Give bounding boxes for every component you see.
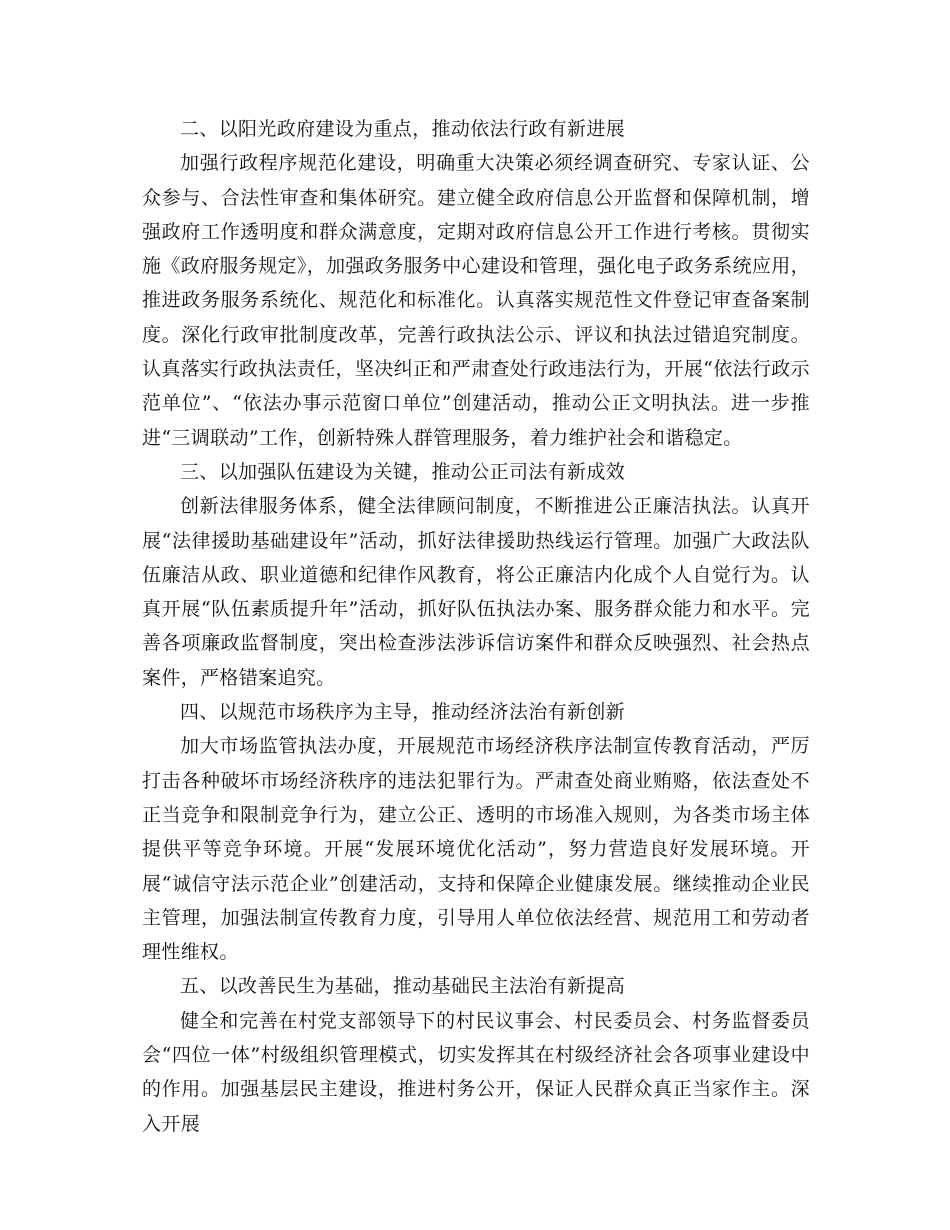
section-heading-2: 二、以阳光政府建设为重点，推动依法行政有新进展 <box>180 118 626 140</box>
section-paragraph-3: 创新法律服务体系，健全法律顾问制度，不断推进公正廉洁执法。认真开展“法律援助基础建设年”活动，抓好法律援助热线运行管理。加强广大政法队伍廉洁从政、职业道德和纪律作风教育，将公正廉洁内化成个人自觉行为。认真开展“队伍素质提升年”活动，抓好队伍执法办案、服务群众能力和水平。完善各项廉政监督制度，突出检查涉法涉诉信访案件和群众反映强烈、社会热点案件，严格错案追究。 <box>142 495 810 689</box>
section-paragraph-5: 健全和完善在村党支部领导下的村民议事会、村民委员会、村务监督委员会“四位一体”村级组织管理模式，切实发挥其在村级经济社会各项事业建设中的作用。加强基层民主建设，推进村务公开，保证人民群众真正当家作主。深入开展 <box>142 1009 810 1135</box>
section-heading-3: 三、以加强队伍建设为关键，推动公正司法有新成效 <box>180 460 626 483</box>
section-paragraph-4: 加大市场监管执法办度，开展规范市场经济秩序法制宣传教育活动，严厉打击各种破坏市场经济秩序的违法犯罪行为。严肃查处商业贿赂，依法查处不正当竞争和限制竞争行为，建立公正、透明的市场准入规则，为各类市场主体提供平等竞争环境。开展“发展环境优化活动”，努力营造良好发展环境。开展“诚信守法示范企业”创建活动，支持和保障企业健康发展。继续推动企业民主管理，加强法制宣传教育力度，引导用人单位依法经营、规范用工和劳动者理性维权。 <box>142 735 810 964</box>
document-body <box>142 112 810 1141</box>
section-paragraph-2: 加强行政程序规范化建设，明确重大决策必须经调查研究、专家认证、公众参与、合法性审查和集体研究。建立健全政府信息公开监督和保障机制，增强政府工作透明度和群众满意度，定期对政府信息公开工作进行考核。贯彻实施《政府服务规定》，加强政务服务中心建设和管理，强化电子政务系统应用，推进政务服务系统化、规范化和标准化。认真落实规范性文件登记审查备案制度。深化行政审批制度改革，完善行政执法公示、评议和执法过错追究制度。认真落实行政执法责任，坚决纠正和严肃查处行政违法行为，开展“依法行政示范单位”、“依法办事示范窗口单位”创建活动，推动公正文明执法。进一步推进“三调联动”工作，创新特殊人群管理服务，着力维护社会和谐稳定。 <box>142 152 810 449</box>
section-heading-5: 五、以改善民生为基础，推动基础民主法治有新提高 <box>180 975 626 998</box>
section-heading-4: 四、以规范市场秩序为主导，推动经济法治有新创新 <box>180 701 626 724</box>
